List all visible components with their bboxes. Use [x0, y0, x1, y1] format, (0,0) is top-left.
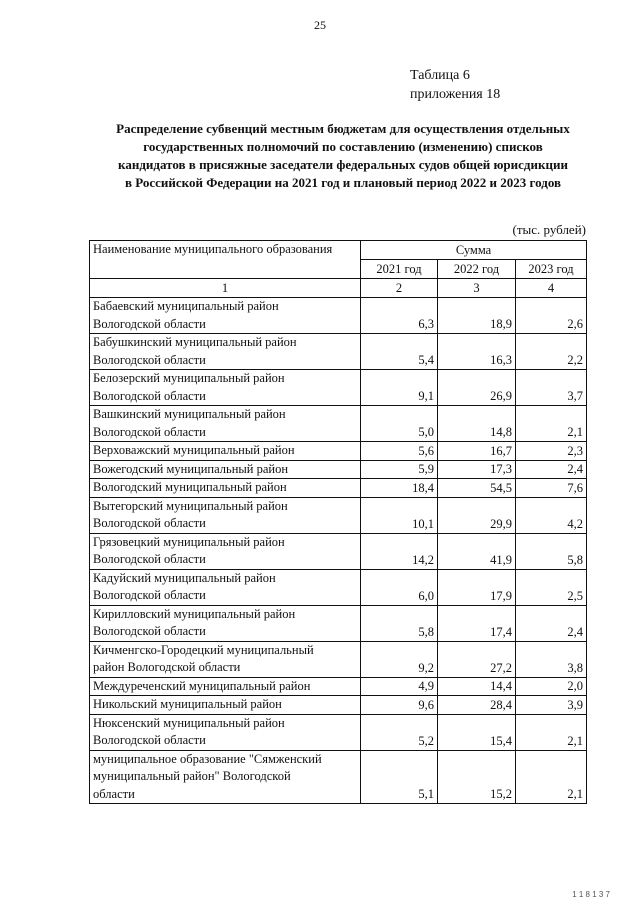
table-row — [90, 497, 587, 533]
amount-2021: 5,8 — [361, 605, 438, 641]
amount-2021: 10,1 — [361, 497, 438, 533]
title-line: в Российской Федерации на 2021 год и плановый период 2022 и 2023 годов — [124, 175, 562, 190]
municipality-name — [90, 696, 361, 715]
amount-2021: 5,4 — [361, 334, 438, 370]
amount-2022: 16,7 — [438, 442, 516, 461]
title-line: кандидатов в присяжные заседатели федеральных судов общей юрисдикции — [118, 157, 568, 172]
amount-2023: 2,0 — [516, 677, 587, 696]
municipality-name-line: Вожегодский муниципальный район — [93, 461, 289, 476]
municipality-name — [90, 479, 361, 498]
annex-table-label: Таблица 6 — [410, 68, 470, 83]
amount-2023: 7,6 — [516, 479, 587, 498]
amount-2022: 17,3 — [438, 460, 516, 479]
column-number: 1 — [90, 279, 361, 298]
amount-2023: 5,8 — [516, 533, 587, 569]
municipality-name-line: Вашкинский муниципальный район — [93, 407, 286, 421]
table-row — [90, 460, 587, 479]
table-row — [90, 605, 587, 641]
table-row — [90, 569, 587, 605]
municipality-name-line: Вологодской области — [93, 733, 206, 747]
municipality-name — [90, 298, 361, 334]
municipality-name-line: муниципальный район" Вологодской — [93, 769, 291, 783]
amount-2021: 9,1 — [361, 370, 438, 406]
subsidy-table — [89, 240, 587, 804]
municipality-name — [90, 406, 361, 442]
municipality-name-line: Кичменгско-Городецкий муниципальный — [93, 642, 314, 657]
table-row — [90, 677, 587, 696]
header-year-2021: 2021 год — [361, 260, 438, 279]
municipality-name — [90, 605, 361, 641]
table-row — [90, 750, 587, 804]
municipality-name — [90, 714, 361, 750]
amount-2021: 6,0 — [361, 569, 438, 605]
amount-2021: 6,3 — [361, 298, 438, 334]
municipality-name-line: Междуреченский муниципальный район — [93, 678, 311, 693]
municipality-name-line: район Вологодской области — [93, 660, 241, 674]
municipality-name-line: Кирилловский муниципальный район — [93, 606, 296, 621]
municipality-name-line: Бабаевский муниципальный район — [93, 299, 279, 313]
amount-2023: 2,4 — [516, 605, 587, 641]
table-row — [90, 533, 587, 569]
amount-2023: 3,7 — [516, 370, 587, 406]
amount-2023: 2,6 — [516, 298, 587, 334]
amount-2021: 5,2 — [361, 714, 438, 750]
scan-footer-mark: 1 1 8 1 3 7 — [572, 890, 610, 899]
title-line: государственных полномочий по составлению (изменению) списков — [143, 139, 543, 154]
amount-2022: 28,4 — [438, 696, 516, 715]
amount-2022: 14,8 — [438, 406, 516, 442]
table-row — [90, 334, 587, 370]
amount-2023: 2,2 — [516, 334, 587, 370]
table-row — [90, 406, 587, 442]
municipality-name-line: Вологодской области — [93, 588, 206, 602]
amount-2022: 27,2 — [438, 641, 516, 677]
table-row — [90, 479, 587, 498]
column-number: 3 — [438, 279, 516, 298]
municipality-name-line: Вологодской области — [93, 388, 206, 403]
annex-reference — [410, 66, 500, 104]
amount-2023: 2,3 — [516, 442, 587, 461]
municipality-name-line: Верховажский муниципальный район — [93, 443, 295, 457]
municipality-name-line: Нюксенский муниципальный район — [93, 715, 285, 730]
municipality-name — [90, 533, 361, 569]
amount-2022: 26,9 — [438, 370, 516, 406]
municipality-name-line: Вологодской области — [93, 624, 206, 638]
amount-2021: 5,9 — [361, 460, 438, 479]
table-row — [90, 298, 587, 334]
table-row — [90, 696, 587, 715]
header-municipality: Наименование муниципального образования — [90, 241, 361, 279]
municipality-name-line: Вологодской области — [93, 424, 206, 439]
page-number: 25 — [314, 18, 326, 32]
municipality-name-line: Вологодский муниципальный район — [93, 480, 287, 494]
municipality-name-line: муниципальное образование "Сямженский — [93, 751, 322, 766]
municipality-name-line: Никольский муниципальный район — [93, 697, 282, 711]
table-row — [90, 641, 587, 677]
column-number: 4 — [516, 279, 587, 298]
header-year-2022: 2022 год — [438, 260, 516, 279]
municipality-name-line: Кадуйский муниципальный район — [93, 570, 276, 585]
amount-2021: 18,4 — [361, 479, 438, 498]
municipality-name-line: Вологодской области — [93, 516, 206, 530]
header-year-2023: 2023 год — [516, 260, 587, 279]
table-row — [90, 442, 587, 461]
amount-2023: 2,1 — [516, 714, 587, 750]
title-line: Распределение субвенций местным бюджетам для осуществления отдельных — [116, 121, 570, 136]
amount-2022: 15,2 — [438, 750, 516, 804]
annex-appendix-label: приложения 18 — [410, 87, 501, 102]
municipality-name — [90, 460, 361, 479]
amount-2021: 14,2 — [361, 533, 438, 569]
municipality-name-line: Бабушкинский муниципальный район — [93, 335, 297, 349]
table-body — [90, 298, 587, 804]
amount-2023: 3,8 — [516, 641, 587, 677]
amount-2023: 2,1 — [516, 750, 587, 804]
amount-2021: 5,6 — [361, 442, 438, 461]
municipality-name-line: Вытегорский муниципальный район — [93, 498, 288, 513]
amount-2023: 2,5 — [516, 569, 587, 605]
municipality-name-line: Грязовецкий муниципальный район — [93, 534, 285, 549]
amount-2023: 4,2 — [516, 497, 587, 533]
municipality-name-line: Вологодской области — [93, 552, 206, 566]
amount-2022: 17,4 — [438, 605, 516, 641]
municipality-name — [90, 497, 361, 533]
document-title — [88, 120, 598, 192]
municipality-name-line: Белозерский муниципальный район — [93, 371, 285, 385]
amount-2021: 9,2 — [361, 641, 438, 677]
units-label: (тыс. рублей) — [512, 222, 586, 237]
amount-2022: 41,9 — [438, 533, 516, 569]
amount-2021: 4,9 — [361, 677, 438, 696]
municipality-name — [90, 334, 361, 370]
amount-2022: 17,9 — [438, 569, 516, 605]
table-row — [90, 370, 587, 406]
column-number: 2 — [361, 279, 438, 298]
amount-2021: 9,6 — [361, 696, 438, 715]
amount-2022: 14,4 — [438, 677, 516, 696]
amount-2022: 18,9 — [438, 298, 516, 334]
municipality-name-line: области — [93, 786, 135, 801]
municipality-name-line: Вологодской области — [93, 352, 206, 367]
amount-2022: 16,3 — [438, 334, 516, 370]
amount-2022: 15,4 — [438, 714, 516, 750]
municipality-name-line: Вологодской области — [93, 316, 206, 331]
table-row — [90, 714, 587, 750]
amount-2023: 3,9 — [516, 696, 587, 715]
municipality-name — [90, 569, 361, 605]
municipality-name — [90, 370, 361, 406]
amount-2023: 2,1 — [516, 406, 587, 442]
municipality-name — [90, 677, 361, 696]
municipality-name — [90, 442, 361, 461]
amount-2023: 2,4 — [516, 460, 587, 479]
amount-2021: 5,0 — [361, 406, 438, 442]
amount-2022: 29,9 — [438, 497, 516, 533]
municipality-name — [90, 750, 361, 804]
municipality-name — [90, 641, 361, 677]
amount-2022: 54,5 — [438, 479, 516, 498]
amount-2021: 5,1 — [361, 750, 438, 804]
header-sum: Сумма — [361, 241, 587, 260]
